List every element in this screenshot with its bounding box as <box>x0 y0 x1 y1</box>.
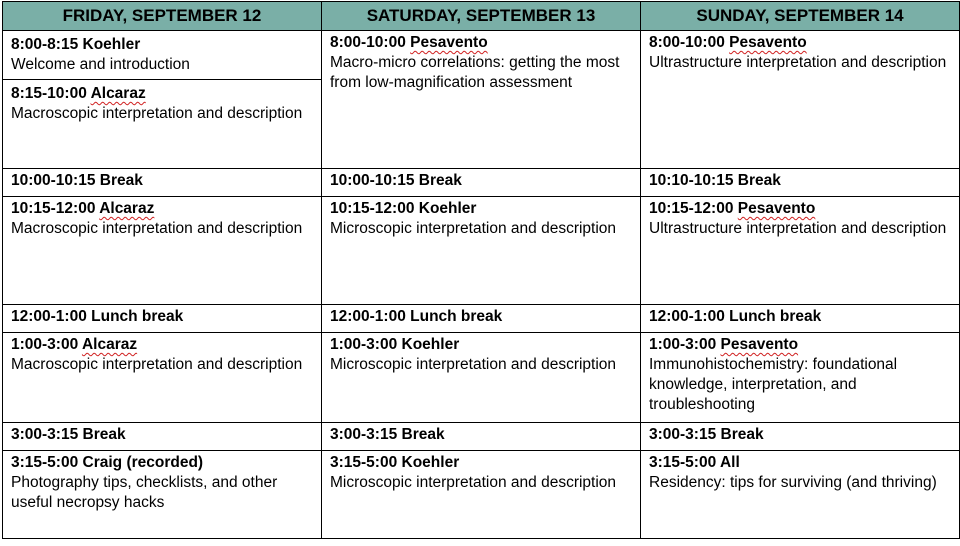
session-speaker: Pesavento <box>410 34 488 51</box>
session-time-title <box>11 84 315 104</box>
session-block <box>649 171 953 191</box>
session-time: 10:00-10:15 Break <box>11 172 143 189</box>
session-time-title <box>330 425 634 445</box>
session-time-title <box>649 199 953 219</box>
session-block <box>649 453 953 493</box>
session-cell-friday <box>3 305 322 333</box>
session-description: Ultrastructure interpretation and description <box>649 220 947 237</box>
session-cell-saturday <box>322 305 641 333</box>
session-time: 10:15-12:00 <box>649 200 738 217</box>
session-time-title <box>649 171 953 191</box>
session-cell-saturday <box>322 423 641 451</box>
session-time: 3:15-5:00 All <box>649 454 740 471</box>
session-description: Macroscopic interpretation and description <box>11 105 303 122</box>
schedule-row <box>3 423 960 451</box>
session-time-title <box>649 453 953 473</box>
schedule-row <box>3 197 960 305</box>
schedule-row <box>3 305 960 333</box>
session-block <box>3 79 321 126</box>
session-description: Microscopic interpretation and description <box>330 356 617 373</box>
session-time-title <box>649 307 953 327</box>
session-block <box>330 335 634 375</box>
day-header-saturday: SATURDAY, SEPTEMBER 13 <box>322 2 641 31</box>
session-time-title <box>330 33 634 53</box>
session-cell-saturday <box>322 31 641 169</box>
session-time-title <box>649 335 953 355</box>
session-cell-saturday <box>322 169 641 197</box>
session-time-title <box>11 307 315 327</box>
session-time-title <box>330 171 634 191</box>
session-block <box>11 425 315 445</box>
session-time: 1:00-3:00 <box>11 336 82 353</box>
session-block <box>330 199 634 239</box>
session-description: Photography tips, checklists, and other useful necropsy hacks <box>11 474 278 511</box>
session-time: 10:00-10:15 Break <box>330 172 462 189</box>
session-block <box>649 425 953 445</box>
header-row <box>3 2 960 31</box>
session-block <box>3 31 321 79</box>
session-time: 10:10-10:15 Break <box>649 172 781 189</box>
day-header-sunday: SUNDAY, SEPTEMBER 14 <box>641 2 960 31</box>
session-block <box>11 199 315 239</box>
session-cell-sunday <box>641 305 960 333</box>
session-time: 3:00-3:15 Break <box>649 426 764 443</box>
session-block <box>649 335 953 415</box>
session-description: Macro-micro correlations: getting the most from low-magnification assessment <box>330 54 620 91</box>
session-description: Welcome and introduction <box>11 56 190 73</box>
session-time: 3:00-3:15 Break <box>11 426 126 443</box>
session-cell-sunday <box>641 31 960 169</box>
session-time-title <box>649 425 953 445</box>
session-cell-sunday <box>641 197 960 305</box>
schedule-table <box>2 1 960 539</box>
session-description: Macroscopic interpretation and description <box>11 356 303 373</box>
session-description: Microscopic interpretation and description <box>330 220 617 237</box>
session-description: Immunohistochemistry: foundational knowledge, interpretation, and troubleshooting <box>649 356 898 413</box>
session-time: 10:15-12:00 <box>11 200 100 217</box>
session-time-title <box>649 33 953 53</box>
session-speaker: Pesavento <box>720 336 799 353</box>
session-description: Ultrastructure interpretation and description <box>649 54 947 71</box>
schedule-row <box>3 333 960 423</box>
session-block <box>330 453 634 493</box>
session-time-title <box>330 199 634 219</box>
session-time-title <box>11 35 315 55</box>
session-block <box>330 33 634 93</box>
session-block <box>649 199 953 239</box>
session-cell-friday <box>3 169 322 197</box>
session-cell-saturday <box>322 197 641 305</box>
session-speaker: Alcaraz <box>90 85 146 102</box>
session-block <box>11 335 315 375</box>
session-time: 8:15-10:00 <box>11 85 91 102</box>
session-block <box>649 307 953 327</box>
session-block <box>11 307 315 327</box>
session-time-title <box>11 453 315 473</box>
session-block <box>330 171 634 191</box>
session-cell-sunday <box>641 451 960 539</box>
session-block <box>330 425 634 445</box>
session-block <box>11 171 315 191</box>
session-description: Residency: tips for surviving (and thriving) <box>649 474 937 491</box>
session-cell-saturday <box>322 451 641 539</box>
session-time-title <box>11 335 315 355</box>
session-time: 8:00-10:00 <box>330 34 411 51</box>
session-time: 8:00-8:15 Koehler <box>11 36 141 53</box>
session-speaker: Alcaraz <box>81 336 138 353</box>
session-block <box>649 33 953 73</box>
session-time-title <box>11 199 315 219</box>
session-cell-friday <box>3 333 322 423</box>
session-cell-sunday <box>641 423 960 451</box>
session-time: 1:00-3:00 <box>649 336 721 353</box>
session-description: Microscopic interpretation and description <box>330 474 617 491</box>
session-block <box>11 453 315 513</box>
session-time-title <box>11 171 315 191</box>
session-time: 3:15-5:00 Koehler <box>330 454 460 471</box>
schedule-row <box>3 31 960 169</box>
session-time: 1:00-3:00 Koehler <box>330 336 460 353</box>
session-cell-friday <box>3 197 322 305</box>
session-cell-sunday <box>641 169 960 197</box>
session-time-title <box>330 453 634 473</box>
session-cell-sunday <box>641 333 960 423</box>
session-cell-saturday <box>322 333 641 423</box>
session-time-title <box>11 425 315 445</box>
session-time-title <box>330 335 634 355</box>
session-time: 3:00-3:15 Break <box>330 426 445 443</box>
session-cell-friday <box>3 423 322 451</box>
session-time: 8:00-10:00 <box>649 34 730 51</box>
session-time-title <box>330 307 634 327</box>
session-speaker: Alcaraz <box>99 200 155 217</box>
schedule-row <box>3 451 960 539</box>
session-time: 12:00-1:00 Lunch break <box>11 308 184 325</box>
session-time: 10:15-12:00 Koehler <box>330 200 477 217</box>
session-time: 3:15-5:00 Craig (recorded) <box>11 454 204 471</box>
session-time: 12:00-1:00 Lunch break <box>330 308 503 325</box>
session-speaker: Pesavento <box>729 34 807 51</box>
session-cell-friday <box>3 451 322 539</box>
session-time: 12:00-1:00 Lunch break <box>649 308 822 325</box>
session-description: Macroscopic interpretation and description <box>11 220 303 237</box>
session-block <box>330 307 634 327</box>
schedule-row <box>3 169 960 197</box>
session-speaker: Pesavento <box>737 200 816 217</box>
session-cell-friday <box>3 31 322 169</box>
day-header-friday: FRIDAY, SEPTEMBER 12 <box>3 2 322 31</box>
